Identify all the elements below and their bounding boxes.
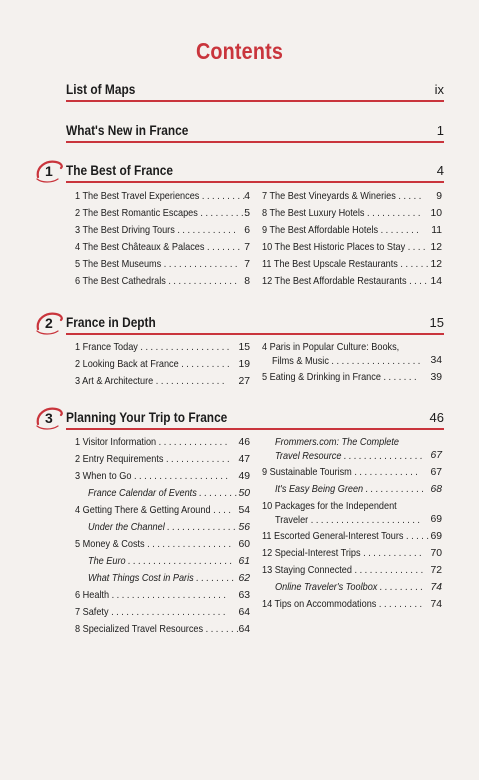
entry-label: List of Maps <box>66 82 136 97</box>
toc-item[interactable]: 12 Special-Interest Trips . . . . . . . . . . . . 70 <box>262 548 442 559</box>
divider <box>66 428 444 430</box>
toc-item[interactable]: 8 Specialized Travel Resources . . . . . . . 64 <box>75 624 250 635</box>
chapter-2-left-column <box>75 339 250 390</box>
toc-subitem[interactable]: Online Traveler's Toolbox . . . . . . . . . 74 <box>275 582 442 593</box>
toc-item[interactable]: 9 The Best Affordable Hotels . . . . . . . . 11 <box>262 225 442 236</box>
toc-item[interactable]: 1 France Today . . . . . . . . . . . . . . . . . . 15 <box>75 342 250 353</box>
toc-item[interactable]: 3 The Best Driving Tours . . . . . . . . . . . . 6 <box>75 225 250 236</box>
toc-item[interactable]: 10 The Best Historic Places to Stay . . . . 12 <box>262 242 442 253</box>
toc-chapter-1[interactable] <box>66 163 444 179</box>
toc-item[interactable]: 5 The Best Museums . . . . . . . . . . . . . . . 7 <box>75 259 250 270</box>
toc-chapter-2[interactable] <box>66 315 444 331</box>
chapter-label: The Best of France <box>66 163 173 178</box>
toc-item[interactable]: 11 Escorted General-Interest Tours . . . . . 69 <box>262 531 442 542</box>
toc-item[interactable]: 4 Paris in Popular Culture: Books, Films & Music . . . . . . . . . . . . . . . . . . 34 <box>262 342 442 367</box>
toc-item[interactable]: 7 Safety . . . . . . . . . . . . . . . . . . . . . . . 64 <box>75 607 250 618</box>
divider <box>66 100 444 102</box>
entry-page: 1 <box>436 123 444 138</box>
toc-item[interactable]: 3 Art & Architecture . . . . . . . . . . . . . . 27 <box>75 376 250 387</box>
toc-subitem[interactable]: France Calendar of Events . . . . . . . . 50 <box>88 488 250 499</box>
chapter-1-left-column <box>75 188 250 290</box>
toc-item[interactable]: 3 When to Go . . . . . . . . . . . . . . . . . . . 49 <box>75 471 250 482</box>
chapter-label: Planning Your Trip to France <box>66 410 228 425</box>
chapter-3-right-column <box>262 434 442 613</box>
chapter-number-badge <box>38 313 60 335</box>
chapter-3-left-column <box>75 434 250 638</box>
divider <box>66 333 444 335</box>
toc-item[interactable]: 1 The Best Travel Experiences . . . . . . . . . 4 <box>75 191 250 202</box>
toc-subitem[interactable]: It's Easy Being Green . . . . . . . . . . . . 68 <box>275 484 442 495</box>
toc-item[interactable]: 10 Packages for the Independent Traveler . . . . . . . . . . . . . . . . . . . . . . 69 <box>262 501 442 526</box>
toc-item[interactable]: 7 The Best Vineyards & Wineries . . . . . 9 <box>262 191 442 202</box>
chapter-page: 46 <box>429 410 444 425</box>
toc-item[interactable]: 6 Health . . . . . . . . . . . . . . . . . . . . . . . 63 <box>75 590 250 601</box>
entry-label: What's New in France <box>66 123 189 138</box>
page-title: Contents <box>195 38 284 64</box>
chapter-number: 3 <box>45 410 53 426</box>
toc-item[interactable]: 4 The Best Châteaux & Palaces . . . . . . . 7 <box>75 242 250 253</box>
toc-item[interactable]: 2 The Best Romantic Escapes . . . . . . . . . 5 <box>75 208 250 219</box>
toc-item[interactable]: 6 The Best Cathedrals . . . . . . . . . . . . . . 8 <box>75 276 250 287</box>
chapter-number: 2 <box>45 315 53 331</box>
toc-subitem[interactable]: Frommers.com: The Complete Travel Resource . . . . . . . . . . . . . . . . 67 <box>275 437 442 462</box>
toc-item[interactable]: 12 The Best Affordable Restaurants . . . . 14 <box>262 276 442 287</box>
chapter-number-badge <box>38 408 60 430</box>
toc-entry-whats-new[interactable] <box>66 123 444 139</box>
divider <box>66 141 444 143</box>
chapter-label: France in Depth <box>66 315 156 330</box>
entry-page: ix <box>434 82 444 97</box>
toc-item[interactable]: 14 Tips on Accommodations . . . . . . . . . 74 <box>262 599 442 610</box>
toc-item[interactable]: 13 Staying Connected . . . . . . . . . . . . . . 72 <box>262 565 442 576</box>
chapter-page: 15 <box>429 315 444 330</box>
toc-item[interactable]: 2 Entry Requirements . . . . . . . . . . . . . 47 <box>75 454 250 465</box>
chapter-1-right-column <box>262 188 442 290</box>
toc-subitem[interactable]: The Euro . . . . . . . . . . . . . . . . . . . . . 61 <box>88 556 250 567</box>
divider <box>66 181 444 183</box>
toc-item[interactable]: 2 Looking Back at France . . . . . . . . . . 19 <box>75 359 250 370</box>
toc-item[interactable]: 8 The Best Luxury Hotels . . . . . . . . . . . 10 <box>262 208 442 219</box>
toc-item[interactable]: 11 The Best Upscale Restaurants . . . . . . 12 <box>262 259 442 270</box>
toc-item[interactable]: 4 Getting There & Getting Around . . . . 54 <box>75 505 250 516</box>
chapter-number: 1 <box>45 163 53 179</box>
chapter-2-right-column <box>262 339 442 386</box>
chapter-page: 4 <box>436 163 444 178</box>
toc-subitem[interactable]: What Things Cost in Paris . . . . . . . . 62 <box>88 573 250 584</box>
toc-entry-list-of-maps[interactable] <box>66 82 444 98</box>
chapter-number-badge <box>38 161 60 183</box>
toc-item[interactable]: 5 Eating & Drinking in France . . . . . . . 39 <box>262 372 442 383</box>
toc-item[interactable]: 5 Money & Costs . . . . . . . . . . . . . . . . . 60 <box>75 539 250 550</box>
toc-chapter-3[interactable] <box>66 410 444 426</box>
toc-subitem[interactable]: Under the Channel . . . . . . . . . . . . . . 56 <box>88 522 250 533</box>
toc-item[interactable]: 9 Sustainable Tourism . . . . . . . . . . . . . 67 <box>262 467 442 478</box>
toc-item[interactable]: 1 Visitor Information . . . . . . . . . . . . . . 46 <box>75 437 250 448</box>
